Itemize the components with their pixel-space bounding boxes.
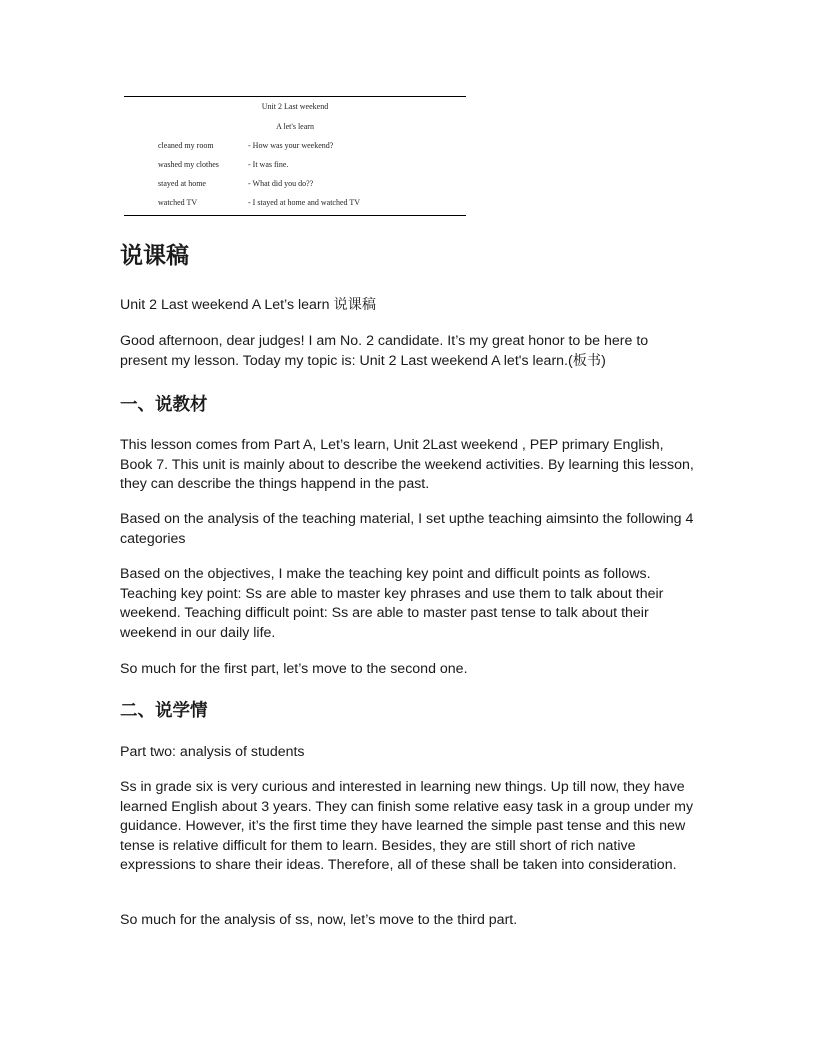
board-dialogue: - What did you do?? (248, 179, 314, 188)
paragraph: So much for the first part, let’s move to the second one. (120, 661, 468, 677)
board-phrase: cleaned my room (158, 141, 214, 150)
board-phrase: stayed at home (158, 179, 206, 188)
board-phrase: watched TV (158, 198, 198, 207)
board-title: Unit 2 Last weekend (261, 102, 329, 111)
board-row (124, 160, 466, 172)
paragraph: Part two: analysis of students (120, 744, 305, 760)
board-row (124, 141, 466, 153)
paragraph: Based on the analysis of the teaching material, I set upthe teaching aimsinto the following 4 categories (120, 511, 694, 547)
section-heading-textbook: 一、说教材 (120, 395, 208, 415)
board-dialogue: - It was fine. (248, 160, 289, 169)
board-dialogue: - I stayed at home and watched TV (248, 198, 361, 207)
board-phrase: washed my clothes (158, 160, 219, 169)
board-dialogue: - How was your weekend? (248, 141, 334, 150)
paragraph: This lesson comes from Part A, Let’s learn, Unit 2Last weekend , PEP primary English, Book 7. This unit is mainly about to describe the weekend activities. By learning this lesson, they can describe the things happend in the past. (120, 437, 694, 493)
intro-paragraph: Good afternoon, dear judges! I am No. 2 candidate. It’s my great honor to be here to present my lesson. Today my topic is: Unit 2 Last weekend A let's learn.(板书) (120, 333, 649, 369)
board-row (124, 179, 466, 191)
paragraph: Ss in grade six is very curious and interested in learning new things. Up till now, they have learned English about 3 years. They can finish some relative easy task in a group under my guidance. However, it’s the first time they have learned the simple past tense and this new tense is relative difficult for them to learn. Besides, they are still short of rich native expressions to share their ideas. Therefore, all of these shall be taken into consideration. (120, 779, 694, 874)
board-subtitle: A let's learn (276, 122, 314, 131)
document-title: 说课稿 (120, 243, 189, 269)
board-row (124, 198, 466, 210)
section-heading-students: 二、说学情 (120, 701, 208, 721)
blackboard-design-image (124, 96, 466, 216)
document-subtitle: Unit 2 Last weekend A Let’s learn 说课稿 (120, 297, 377, 313)
paragraph: So much for the analysis of ss, now, let’s move to the third part. (120, 912, 518, 928)
paragraph: Based on the objectives, I make the teaching key point and difficult points as follows. Teaching key point: Ss are able to master key phrases and use them to talk about their weekend. Teaching difficult point: Ss are able to master past tense to talk about their weekend in our daily life. (120, 566, 664, 641)
